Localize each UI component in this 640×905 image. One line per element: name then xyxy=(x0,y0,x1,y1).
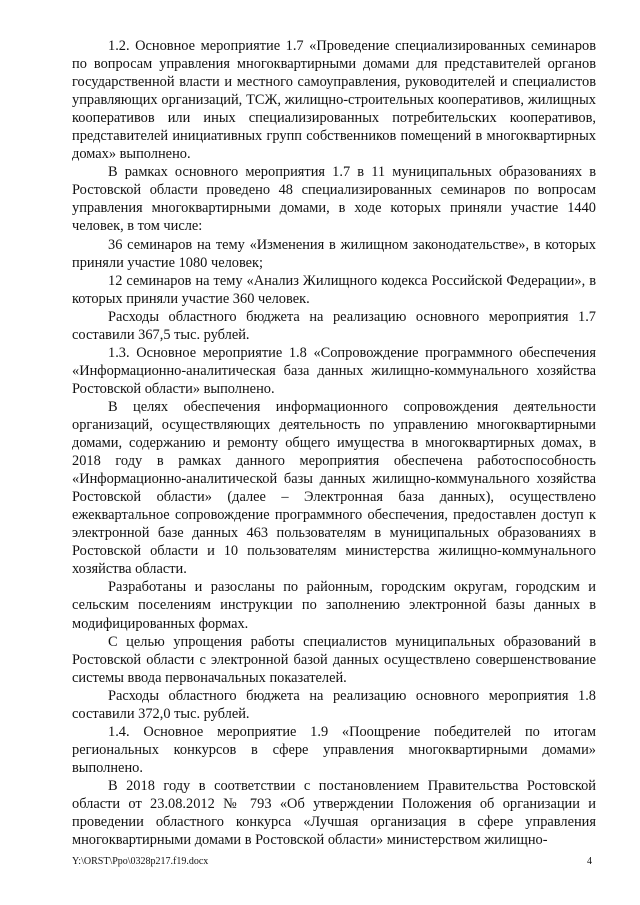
document-body xyxy=(72,37,596,849)
paragraph: 1.3. Основное мероприятие 1.8 «Сопровождение программного обеспечения «Информационно-аналитическая база данных жилищно-коммунального хозяйства Ростовской области» выполнено. xyxy=(72,344,596,397)
paragraph: 1.2. Основное мероприятие 1.7 «Проведение специализированных семинаров по вопросам управления многоквартирными домами для представителей органов государственной власти и местного самоуправления, руководителей и специалистов управляющих организаций, ТСЖ, жилищно-строительных кооперативов, жилищных кооперативов или иных специализированных потребительских кооперативов, представителей инициативных групп собственников помещений в многоквартирных домах» выполнено. xyxy=(72,38,596,163)
paragraph: В рамках основного мероприятия 1.7 в 11 муниципальных образованиях в Ростовской области проведено 48 специализированных семинаров по вопросам управления многоквартирными домами, в ходе которых приняли участие 1440 человек, в том числе: xyxy=(72,164,596,235)
paragraph: 36 семинаров на тему «Изменения в жилищном законодательстве», в которых приняли участие 1080 человек; xyxy=(72,236,596,271)
footer-file-path: Y:\ORST\Ppo\0328p217.f19.docx xyxy=(72,856,209,867)
paragraph: В 2018 году в соответствии с постановлением Правительства Ростовской области от 23.08.2012 № 793 «Об утверждении Положения об организации и проведении областного конкурса «Лучшая организация в сфере управления многоквартирными домами в Ростовской области» министерством жилищно- xyxy=(72,777,596,849)
paragraph: 1.4. Основное мероприятие 1.9 «Поощрение победителей по итогам региональных конкурсов в сфере управления многоквартирными домами» выполнено. xyxy=(72,723,596,776)
paragraph: С целью упрощения работы специалистов муниципальных образований в Ростовской области с электронной базой данных осуществлено совершенствование системы ввода первоначальных показателей. xyxy=(72,633,596,686)
paragraph: В целях обеспечения информационного сопровождения деятельности организаций, осуществляющих деятельность по управлению многоквартирными домами, содержанию и ремонту общего имущества в многоквартирных домах, в 2018 году в рамках данного мероприятия обеспечена работоспособность «Информационно-аналитической базы данных жилищно-коммунального хозяйства Ростовской области» (далее – Электронная база данных), осуществлено ежеквартальное сопровождение программного обеспечения, предоставлен доступ к электронной базе данных 463 пользователям в муниципальных образованиях в Ростовской области и 10 пользователям министерства жилищно-коммунального хозяйства области. xyxy=(72,398,596,578)
page-number: 4 xyxy=(587,856,592,867)
paragraph: Расходы областного бюджета на реализацию основного мероприятия 1.8 составили 372,0 тыс. рублей. xyxy=(72,687,596,722)
paragraph: Разработаны и разосланы по районным, городским округам, городским и сельским поселениям инструкции по заполнению электронной базы данных в модифицированных формах. xyxy=(72,579,596,632)
paragraph: Расходы областного бюджета на реализацию основного мероприятия 1.7 составили 367,5 тыс. рублей. xyxy=(72,308,596,343)
paragraph: 12 семинаров на тему «Анализ Жилищного кодекса Российской Федерации», в которых приняли участие 360 человек. xyxy=(72,272,596,307)
